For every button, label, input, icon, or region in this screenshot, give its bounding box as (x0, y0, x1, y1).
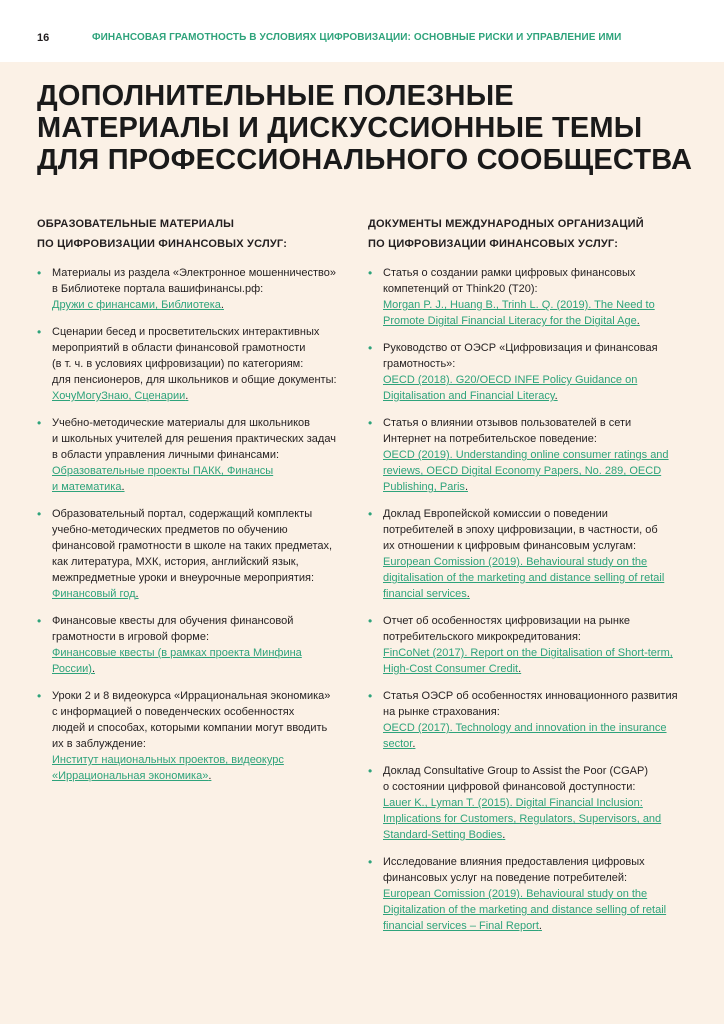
bullet-icon: • (37, 689, 42, 703)
reference-link[interactable] (383, 795, 698, 811)
link-text: Дружи с финансами, Библиотека (52, 299, 221, 311)
link-trailing-punctuation: . (466, 588, 470, 600)
link-text: Lauer K., Lyman T. (2015). Digital Financial Inclusion: (383, 797, 643, 809)
item-text-line: людей и способах, которыми компании могут вводить (52, 722, 328, 734)
link-trailing-punctuation: . (135, 588, 139, 600)
item-text-line: межпредметные уроки и внеурочные мероприятия: (52, 572, 315, 584)
item-text-line: Исследование влияния предоставления цифровых (383, 856, 645, 868)
list-item (37, 265, 352, 313)
list-item (37, 688, 352, 784)
reference-link[interactable] (383, 297, 698, 313)
link-trailing-punctuation: . (91, 663, 95, 675)
link-text: OECD (2019). Understanding online consumer ratings and (383, 449, 669, 461)
link-trailing-punctuation: . (220, 299, 224, 311)
item-text-line: Доклад Consultative Group to Assist the Poor (CGAP) (383, 765, 649, 777)
bullet-icon: • (37, 507, 42, 521)
link-trailing-punctuation: . (412, 738, 416, 750)
link-text: Promote Digital Financial Literacy for the Digital Age (383, 315, 637, 327)
heading-line: ДОКУМЕНТЫ МЕЖДУНАРОДНЫХ ОРГАНИЗАЦИЙ (368, 218, 644, 230)
link-text: reviews, OECD Digital Economy Papers, No. 289, OECD (383, 465, 662, 477)
item-text-line: финансовых услуг на поведение потребителей: (383, 872, 628, 884)
reference-link[interactable] (383, 918, 698, 934)
link-text: Morgan P. J., Huang B., Trinh L. Q. (2019). The Need to (383, 299, 655, 311)
bullet-icon: • (368, 416, 373, 430)
reference-link[interactable] (383, 827, 698, 843)
link-trailing-punctuation: . (464, 481, 468, 493)
bullet-icon: • (37, 266, 42, 280)
item-text-line: их отношении к цифровым финансовым услугам: (383, 540, 637, 552)
item-text-line: Статья о создании рамки цифровых финансовых (383, 267, 636, 279)
item-text-line: Образовательный портал, содержащий комплекты (52, 508, 313, 520)
list-item (368, 415, 698, 495)
item-text-line: Статья ОЭСР об особенностях инновационного развития (383, 690, 678, 702)
link-text: OECD (2017). Technology and innovation in the insurance (383, 722, 667, 734)
item-text-line: на рынке страхования: (383, 706, 500, 718)
right-column-heading (368, 214, 698, 254)
link-trailing-punctuation: . (502, 829, 506, 841)
bullet-icon: • (37, 416, 42, 430)
link-text: «Иррациональная экономика» (52, 770, 209, 782)
heading-line: ОБРАЗОВАТЕЛЬНЫЕ МАТЕРИАЛЫ (37, 218, 235, 230)
reference-link[interactable] (52, 768, 352, 784)
list-item (368, 688, 698, 752)
reference-link[interactable] (383, 811, 698, 827)
reference-link[interactable] (52, 463, 352, 479)
item-text-line: и школьных учителей для решения практических задач (52, 433, 336, 445)
item-text-line: Материалы из раздела «Электронное мошенничество» (52, 267, 336, 279)
item-text-line: в области управления личными финансами: (52, 449, 280, 461)
bullet-icon: • (368, 689, 373, 703)
item-text-line: Сценарии бесед и просветительских интерактивных (52, 326, 320, 338)
item-text-line: финансовой грамотности в школе на таких предметах, (52, 540, 333, 552)
link-text: financial services (383, 588, 467, 600)
link-text: financial services – Final Report (383, 920, 539, 932)
list-item (368, 763, 698, 843)
item-text-line: как литература, МХК, история, английский язык, (52, 556, 299, 568)
reference-link[interactable] (52, 661, 352, 677)
reference-link[interactable] (383, 479, 698, 495)
item-text-line: их в заблуждение: (52, 738, 146, 750)
list-item (368, 340, 698, 404)
reference-link[interactable] (383, 645, 698, 661)
bullet-icon: • (368, 855, 373, 869)
reference-link[interactable] (383, 463, 698, 479)
page-title-line: ДОПОЛНИТЕЛЬНЫЕ ПОЛЕЗНЫЕ (37, 80, 514, 112)
item-text-line: в Библиотеке портала вашифинансы.рф: (52, 283, 264, 295)
left-column (37, 214, 352, 795)
heading-line: ПО ЦИФРОВИЗАЦИИ ФИНАНСОВЫХ УСЛУГ: (37, 238, 288, 250)
item-text-line: о состоянии цифровой финансовой доступности: (383, 781, 636, 793)
list-item (37, 506, 352, 602)
reference-link[interactable] (383, 886, 698, 902)
item-text-line: мероприятий в области финансовой грамотности (52, 342, 306, 354)
left-column-heading (37, 214, 352, 254)
link-text: Implications for Customers, Regulators, Supervisors, and (383, 813, 662, 825)
bullet-icon: • (368, 266, 373, 280)
educational-materials-list (37, 265, 352, 784)
link-text: России) (52, 663, 92, 675)
link-trailing-punctuation: . (554, 390, 558, 402)
reference-link[interactable] (383, 586, 698, 602)
list-item (368, 265, 698, 329)
list-item (368, 613, 698, 677)
list-item (37, 415, 352, 495)
running-title: ФИНАНСОВАЯ ГРАМОТНОСТЬ В УСЛОВИЯХ ЦИФРОВИЗАЦИИ: ОСНОВНЫЕ РИСКИ И УПРАВЛЕНИЕ ИМИ (92, 32, 622, 43)
page-title-line: МАТЕРИАЛЫ И ДИСКУССИОННЫЕ ТЕМЫ (37, 112, 643, 144)
item-text-line: с информацией о поведенческих особенностях (52, 706, 295, 718)
reference-link[interactable] (52, 479, 352, 495)
link-text: Образовательные проекты ПАКК, Финансы (52, 465, 274, 477)
list-item (368, 506, 698, 602)
reference-link[interactable] (52, 388, 352, 404)
link-text: High-Cost Consumer Credit (383, 663, 519, 675)
reference-link[interactable] (52, 752, 352, 768)
link-text: Digitalization of the marketing and distance selling of retail (383, 904, 667, 916)
item-text-line: Статья о влиянии отзывов пользователей в сети (383, 417, 632, 429)
bullet-icon: • (368, 764, 373, 778)
link-text: Digitalisation and Financial Literacy (383, 390, 555, 402)
link-text: и математика (52, 481, 122, 493)
item-text-line: Учебно-методические материалы для школьников (52, 417, 311, 429)
link-text: Финансовый год (52, 588, 136, 600)
bullet-icon: • (37, 325, 42, 339)
item-text-line: Интернет на потребительское поведение: (383, 433, 597, 445)
heading-line: ПО ЦИФРОВИЗАЦИИ ФИНАНСОВЫХ УСЛУГ: (368, 238, 619, 250)
item-text-line: Доклад Европейской комиссии о поведении (383, 508, 608, 520)
list-item (37, 613, 352, 677)
reference-link[interactable] (383, 736, 698, 752)
item-text-line: грамотности в игровой форме: (52, 631, 210, 643)
reference-link[interactable] (383, 720, 698, 736)
link-text: FinCoNet (2017). Report on the Digitalisation of Short-term, (383, 647, 673, 659)
link-text: Publishing, Paris (383, 481, 465, 493)
item-text-line: грамотность»: (383, 358, 456, 370)
link-text: sector (383, 738, 413, 750)
item-text-line: (в т. ч. в условиях цифровизации) по категориям: (52, 358, 304, 370)
link-trailing-punctuation: . (636, 315, 640, 327)
item-text-line: потребителей в эпоху цифровизации, в частности, об (383, 524, 658, 536)
link-text: Standard-Setting Bodies (383, 829, 503, 841)
link-text: European Comission (2019). Behavioural study on the (383, 556, 648, 568)
right-column (368, 214, 698, 945)
item-text-line: Руководство от ОЭСР «Цифровизация и финансовая (383, 342, 658, 354)
reference-link[interactable] (383, 554, 698, 570)
list-item (37, 324, 352, 404)
page-number: 16 (37, 32, 50, 44)
link-text: digitalisation of the marketing and distance selling of retail (383, 572, 665, 584)
reference-link[interactable] (383, 372, 698, 388)
link-text: ХочуМогуЗнаю, Сценарии (52, 390, 186, 402)
bullet-icon: • (368, 507, 373, 521)
reference-link[interactable] (383, 902, 698, 918)
international-documents-list (368, 265, 698, 934)
link-text: Финансовые квесты (в рамках проекта Минфина (52, 647, 302, 659)
link-text: Институт национальных проектов, видеокурс (52, 754, 284, 766)
link-trailing-punctuation: . (518, 663, 522, 675)
link-trailing-punctuation: . (185, 390, 189, 402)
bullet-icon: • (368, 341, 373, 355)
page-title (37, 80, 697, 176)
page-title-line: ДЛЯ ПРОФЕССИОНАЛЬНОГО СООБЩЕСТВА (37, 144, 693, 176)
bullet-icon: • (37, 614, 42, 628)
link-text: OECD (2018). G20/OECD INFE Policy Guidance on (383, 374, 638, 386)
item-text-line: Уроки 2 и 8 видеокурса «Иррациональная экономика» (52, 690, 331, 702)
item-text-line: компетенций от Think20 (T20): (383, 283, 538, 295)
reference-link[interactable] (52, 297, 352, 313)
list-item (368, 854, 698, 934)
bullet-icon: • (368, 614, 373, 628)
item-text-line: для пенсионеров, для школьников и общие документы: (52, 374, 337, 386)
reference-link[interactable] (383, 661, 698, 677)
item-text-line: потребительского микрокредитования: (383, 631, 581, 643)
reference-link[interactable] (383, 447, 698, 463)
page-header (0, 0, 724, 62)
link-trailing-punctuation: . (208, 770, 212, 782)
item-text-line: Отчет об особенностях цифровизации на рынке (383, 615, 631, 627)
reference-link[interactable] (383, 570, 698, 586)
link-text: European Comission (2019). Behavioural study on the (383, 888, 648, 900)
item-text-line: Финансовые квесты для обучения финансовой (52, 615, 294, 627)
item-text-line: учебно-методических предметов по обучению (52, 524, 288, 536)
reference-link[interactable] (52, 586, 352, 602)
link-trailing-punctuation: . (121, 481, 125, 493)
link-trailing-punctuation: . (538, 920, 542, 932)
reference-link[interactable] (383, 313, 698, 329)
reference-link[interactable] (383, 388, 698, 404)
reference-link[interactable] (52, 645, 352, 661)
